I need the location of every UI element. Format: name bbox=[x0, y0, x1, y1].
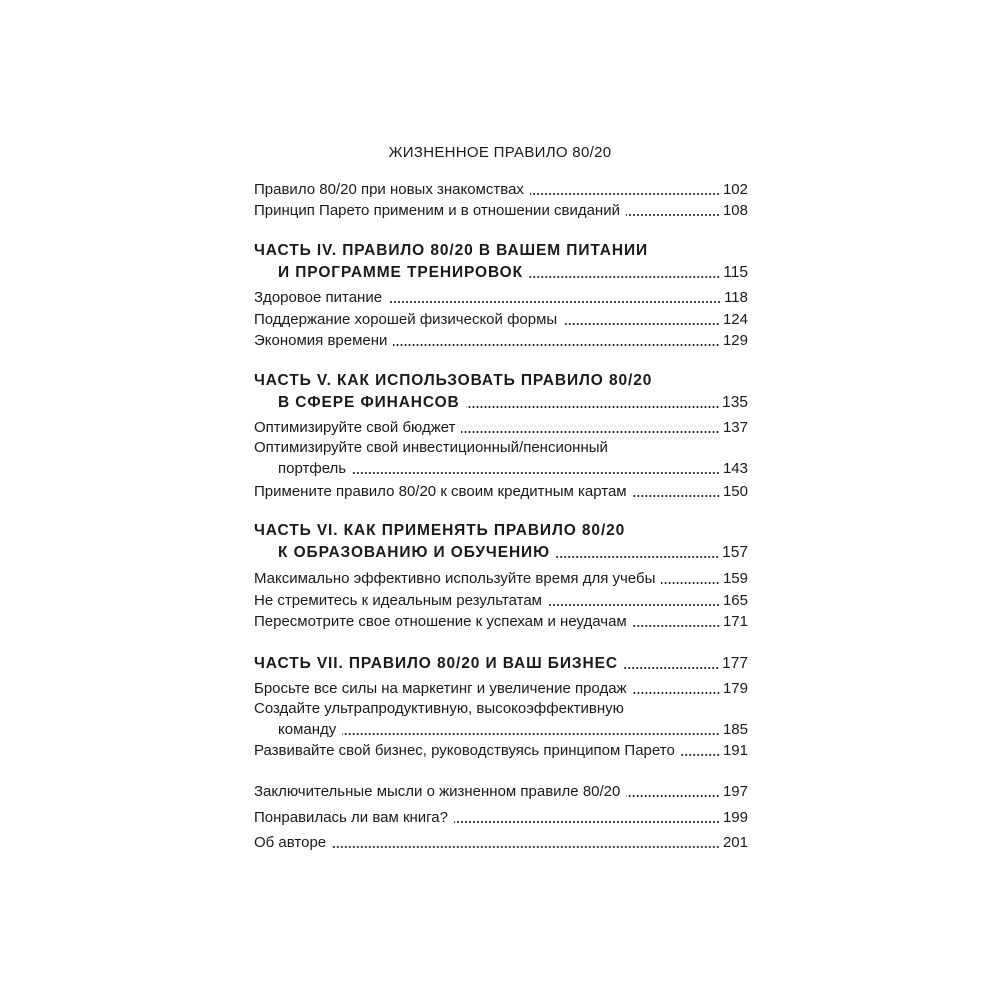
toc-entry-page: 118 bbox=[724, 289, 748, 306]
part-heading bbox=[278, 391, 748, 413]
toc-entry-title: Заключительные мысли о жизненном правиле 80/20 bbox=[254, 783, 621, 800]
toc-entry bbox=[254, 739, 748, 761]
toc-entry-page: 150 bbox=[722, 483, 748, 500]
dot-leader bbox=[563, 322, 720, 326]
part-heading-title: И ПРОГРАММЕ ТРЕНИРОВОК bbox=[278, 264, 523, 281]
running-head: ЖИЗНЕННОЕ ПРАВИЛО 80/20 bbox=[388, 144, 612, 161]
toc-entry-title: Не стремитесь к идеальным результатам bbox=[254, 592, 542, 609]
toc-entry-title: Здоровое питание bbox=[254, 289, 383, 306]
dot-leader bbox=[352, 471, 720, 475]
toc-entry bbox=[254, 308, 748, 330]
toc-entry-page: 108 bbox=[722, 202, 748, 219]
dot-leader bbox=[548, 603, 720, 607]
dot-leader bbox=[681, 753, 720, 757]
toc-entry-page: 185 bbox=[722, 721, 748, 738]
toc-entry-title: Бросьте все силы на маркетинг и увеличение продаж bbox=[254, 680, 627, 697]
dot-leader bbox=[633, 494, 720, 498]
toc-entry-title: Понравилась ли вам книга? bbox=[254, 809, 448, 826]
toc-entry bbox=[254, 831, 748, 853]
toc-entry-page: 159 bbox=[722, 570, 748, 587]
toc-entry bbox=[278, 718, 748, 740]
toc-entry bbox=[254, 589, 748, 611]
toc-entry-title: Поддержание хорошей физической формы bbox=[254, 311, 558, 328]
toc-entry-title: Правило 80/20 при новых знакомствах bbox=[254, 181, 524, 198]
toc-entry-title: Об авторе bbox=[254, 834, 327, 851]
toc-entry bbox=[254, 480, 748, 502]
toc-entry-page: 129 bbox=[722, 332, 748, 349]
part-heading-page: 157 bbox=[722, 544, 748, 561]
part-heading bbox=[254, 652, 748, 674]
dot-leader bbox=[624, 666, 719, 670]
toc-entry bbox=[254, 610, 748, 632]
part-heading bbox=[278, 541, 748, 563]
toc-entry-page: 137 bbox=[722, 419, 748, 436]
toc-entry-title: Примените правило 80/20 к своим кредитным картам bbox=[254, 483, 627, 500]
toc-entry bbox=[254, 416, 748, 438]
toc-entry bbox=[254, 677, 748, 699]
dot-leader bbox=[342, 732, 720, 736]
toc-entry bbox=[254, 780, 748, 802]
toc-entry-page: 165 bbox=[722, 592, 748, 609]
part-heading-title: ЧАСТЬ VII. ПРАВИЛО 80/20 И ВАШ БИЗНЕС bbox=[254, 655, 618, 672]
toc-entry-title: Принцип Парето применим и в отношении свиданий bbox=[254, 202, 620, 219]
toc-entry bbox=[254, 199, 748, 221]
toc-entry-title: Пересмотрите свое отношение к успехам и неудачам bbox=[254, 613, 627, 630]
toc-entry-title: Развивайте свой бизнес, руководствуясь принципом Парето bbox=[254, 742, 675, 759]
toc-entry-page: 171 bbox=[722, 613, 748, 630]
toc-entry bbox=[254, 806, 748, 828]
toc-entry bbox=[254, 286, 748, 308]
dot-leader bbox=[388, 300, 721, 304]
dot-leader bbox=[626, 213, 720, 217]
toc-entry-line: Оптимизируйте свой инвестиционный/пенсионный bbox=[254, 439, 608, 456]
table-of-contents bbox=[254, 0, 748, 1000]
toc-entry-page: 143 bbox=[722, 460, 748, 477]
dot-leader bbox=[461, 430, 720, 434]
toc-entry-title: Максимально эффективно используйте время для учебы bbox=[254, 570, 656, 587]
dot-leader bbox=[454, 820, 720, 824]
toc-entry-title: команду bbox=[278, 721, 337, 738]
toc-entry bbox=[254, 567, 748, 589]
part-heading-page: 177 bbox=[722, 655, 748, 672]
part-heading-line: ЧАСТЬ IV. ПРАВИЛО 80/20 В ВАШЕМ ПИТАНИИ bbox=[254, 242, 649, 259]
toc-entry-page: 201 bbox=[722, 834, 748, 851]
dot-leader bbox=[556, 555, 719, 559]
dot-leader bbox=[332, 845, 720, 849]
dot-leader bbox=[466, 405, 719, 409]
part-heading-title: К ОБРАЗОВАНИЮ И ОБУЧЕНИЮ bbox=[278, 544, 550, 561]
toc-entry-line: Создайте ультрапродуктивную, высокоэффективную bbox=[254, 700, 624, 717]
part-heading-title: В СФЕРЕ ФИНАНСОВ bbox=[278, 394, 460, 411]
dot-leader bbox=[633, 624, 720, 628]
toc-entry-title: портфель bbox=[278, 460, 347, 477]
toc-entry-page: 124 bbox=[722, 311, 748, 328]
toc-entry bbox=[254, 178, 748, 200]
toc-entry-page: 199 bbox=[722, 809, 748, 826]
dot-leader bbox=[661, 581, 720, 585]
toc-entry bbox=[278, 457, 748, 479]
toc-entry-title: Оптимизируйте свой бюджет bbox=[254, 419, 456, 436]
dot-leader bbox=[529, 275, 720, 279]
toc-entry-title: Экономия времени bbox=[254, 332, 388, 349]
dot-leader bbox=[530, 192, 720, 196]
toc-entry-page: 102 bbox=[722, 181, 748, 198]
dot-leader bbox=[626, 794, 720, 798]
toc-entry bbox=[254, 329, 748, 351]
part-heading-line: ЧАСТЬ V. КАК ИСПОЛЬЗОВАТЬ ПРАВИЛО 80/20 bbox=[254, 372, 653, 389]
dot-leader bbox=[633, 691, 720, 695]
toc-entry-page: 179 bbox=[722, 680, 748, 697]
part-heading-page: 135 bbox=[722, 394, 748, 411]
part-heading-line: ЧАСТЬ VI. КАК ПРИМЕНЯТЬ ПРАВИЛО 80/20 bbox=[254, 522, 626, 539]
toc-entry-page: 191 bbox=[722, 742, 748, 759]
part-heading-page: 115 bbox=[723, 264, 748, 281]
toc-entry-page: 197 bbox=[722, 783, 748, 800]
dot-leader bbox=[393, 343, 720, 347]
part-heading bbox=[278, 261, 748, 283]
